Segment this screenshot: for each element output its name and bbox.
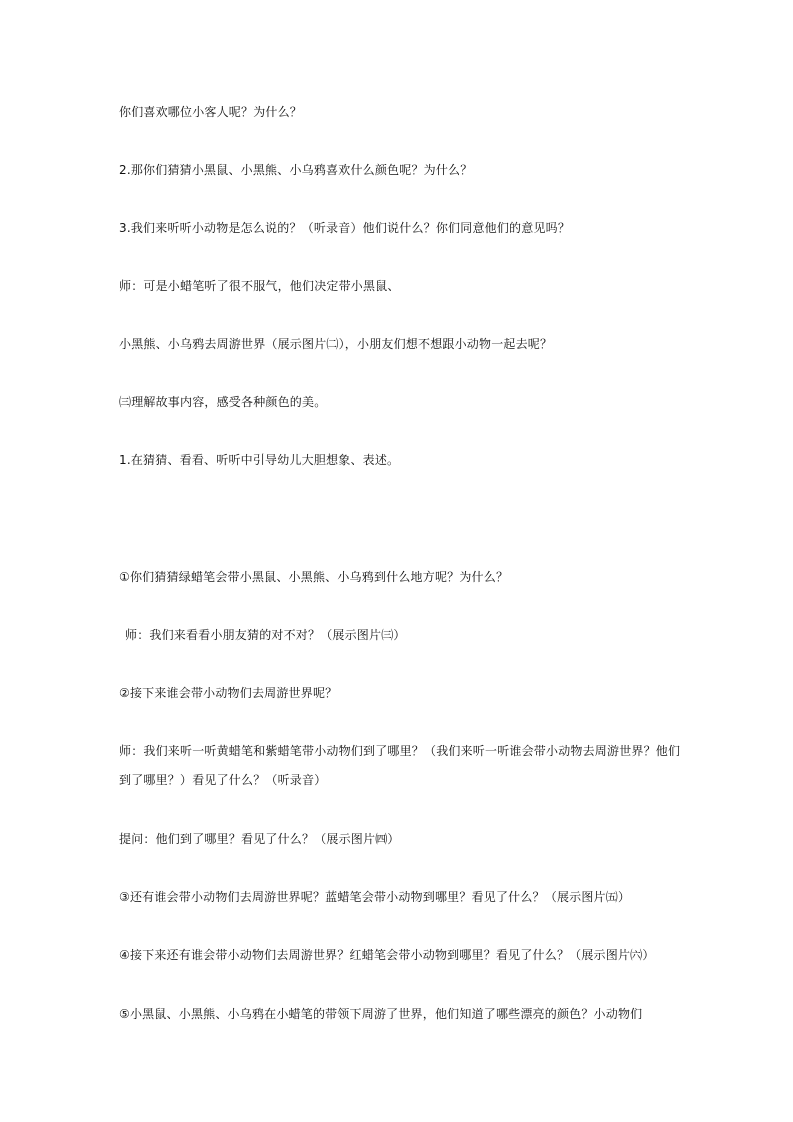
paragraph-line: 小黑熊、小乌鸦去周游世界（展示图片㈡），小朋友们想不想跟小动物一起去呢？ [119,337,553,351]
paragraph-line: 2.那你们猜猜小黑鼠、小黑熊、小乌鸦喜欢什么颜色呢？为什么？ [119,163,473,177]
paragraph-line: 1.在猜猜、看看、听听中引导幼儿大胆想象、表述。 [119,453,400,467]
paragraph-line: 3.我们来听听小动物是怎么说的？（听录音）他们说什么？你们同意他们的意见吗？ [119,221,571,235]
paragraph-line: ⑤小黑鼠、小黑熊、小乌鸦在小蜡笔的带领下周游了世界，他们知道了哪些漂亮的颜色？小动物们 [119,1007,643,1021]
section-heading: ㈢理解故事内容，感受各种颜色的美。 [119,395,327,409]
paragraph-line: 师：我们来听一听黄蜡笔和紫蜡笔带小动物们到了哪里？（我们来听一听谁会带小动物去周游世界？他们 [119,744,681,758]
paragraph-line: ③还有谁会带小动物们去周游世界呢？蓝蜡笔会带小动物到哪里？看见了什么？（展示图片㈤） [119,890,631,904]
paragraph-line: ④接下来还有谁会带小动物们去周游世界？红蜡笔会带小动物到哪里？看见了什么？（展示图片㈥） [119,948,655,962]
paragraph-line: 师：我们来看看小朋友猜的对不对？（展示图片㈢） [125,628,406,642]
paragraph-line: ①你们猜猜绿蜡笔会带小黑鼠、小黑熊、小乌鸦到什么地方呢？为什么？ [119,570,509,584]
paragraph-line: 提问：他们到了哪里？看见了什么？（展示图片㈣） [119,832,400,846]
paragraph-line: 你们喜欢哪位小客人呢？为什么？ [119,105,303,119]
paragraph-line: 到了哪里？）看见了什么？（听录音） [119,773,327,787]
paragraph-line: 师：可是小蜡笔听了很不服气，他们决定带小黑鼠、 [119,279,400,293]
paragraph-line: ②接下来谁会带小动物们去周游世界呢？ [119,686,338,700]
